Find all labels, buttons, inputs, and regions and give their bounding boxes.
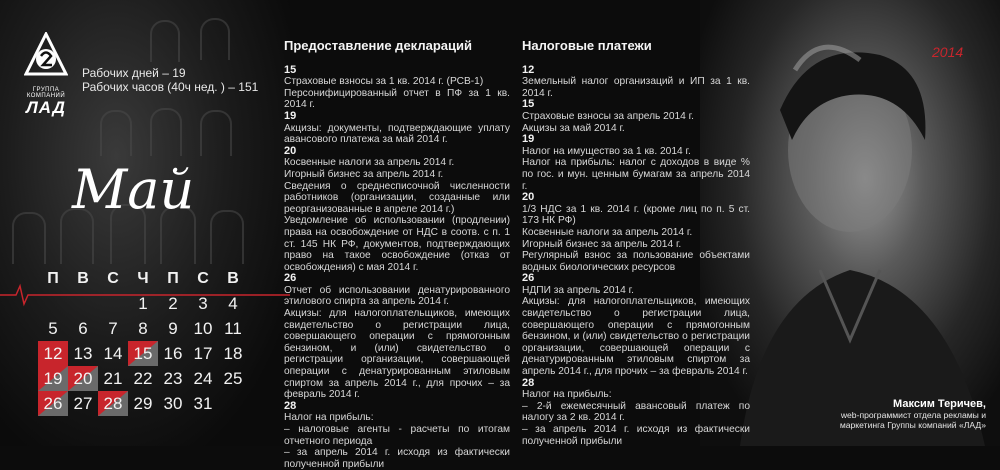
- calendar-day-number: 1: [138, 293, 148, 313]
- deadline-date: 26: [284, 272, 297, 285]
- deadline-date: 15: [522, 98, 535, 111]
- arch-decoration: [12, 212, 46, 264]
- calendar-week-row: [38, 366, 278, 391]
- calendar-day: [158, 316, 188, 341]
- deadline-item: – 2-й ежемесячный авансовый платеж по налогу за 2 кв. 2014 г.: [522, 400, 750, 424]
- calendar-day: [188, 291, 218, 316]
- deadline-item: Налог на прибыль:: [284, 412, 374, 424]
- payments-list: [522, 65, 750, 448]
- deadline-item: Акцизы: для налогоплательщиков, имеющих свидетельство о регистрации лица, совершающего операции с прямогонным бензином, и (или) свидетельство о регистрации организации, совершающей операции с денатурированным этиловым спиртом за апрель 2014 г., для прочих – за февраль 2014 г.: [522, 296, 750, 378]
- calendar-day-number: 4: [228, 293, 238, 313]
- calendar-day: [38, 316, 68, 341]
- declarations-title: Предоставление деклараций: [284, 38, 472, 53]
- calendar-day: [218, 366, 248, 391]
- deadline-date: 12: [522, 63, 535, 76]
- calendar-empty-cell: [68, 291, 98, 316]
- calendar-day-number: 28: [103, 393, 123, 413]
- logo-name: ЛАД: [26, 98, 66, 117]
- calendar-day: [128, 316, 158, 341]
- calendar-day: [98, 366, 128, 391]
- calendar-day: [128, 341, 158, 366]
- calendar-week-row: [38, 316, 278, 341]
- arch-decoration: [210, 210, 244, 264]
- calendar-day: [68, 391, 98, 416]
- deadline-item: Земельный налог организаций и ИП за 1 кв. 2014 г.: [522, 76, 750, 99]
- deadline-item: Косвенные налоги за апрель 2014 г.: [522, 226, 693, 238]
- calendar-day-number: 3: [198, 293, 208, 313]
- calendar-day-number: 5: [48, 318, 58, 338]
- deadline-item: Игорный бизнес за апрель 2014 г.: [522, 238, 682, 250]
- deadline-item: – за апрель 2014 г. исходя из фактически полученной прибыли: [284, 447, 510, 470]
- calendar-day: [158, 341, 188, 366]
- calendar-day-number: 13: [73, 343, 93, 363]
- calendar-day-number: 7: [108, 318, 118, 338]
- calendar-day-number: 29: [133, 393, 153, 413]
- calendar-day-number: 12: [43, 343, 63, 363]
- payments-title: Налоговые платежи: [522, 38, 652, 53]
- calendar-day-number: 16: [163, 343, 183, 363]
- calendar-day-number: 27: [73, 393, 93, 413]
- calendar-day: [128, 366, 158, 391]
- arch-decoration: [100, 110, 132, 156]
- calendar-day: [218, 291, 248, 316]
- calendar-day-number: 9: [168, 318, 178, 338]
- deadline-item: НДПИ за апрель 2014 г.: [522, 284, 634, 296]
- calendar-empty-cell: [218, 391, 248, 416]
- calendar-day-number: 10: [193, 318, 213, 338]
- calendar-day-number: 8: [138, 318, 148, 338]
- calendar-weekday: В: [227, 269, 239, 287]
- calendar-day-number: 21: [103, 368, 123, 388]
- calendar-day: [38, 341, 68, 366]
- calendar-weekday: П: [167, 269, 179, 287]
- arch-decoration: [200, 110, 232, 156]
- arch-decoration: [150, 108, 182, 156]
- calendar-day: [158, 291, 188, 316]
- deadline-item: Акцизы за май 2014 г.: [522, 122, 625, 134]
- calendar-day: [38, 366, 68, 391]
- caption-name: Максим Теричев,: [893, 398, 986, 410]
- arch-decoration: [200, 18, 230, 60]
- calendar-day: [188, 341, 218, 366]
- payments-column: [522, 40, 750, 447]
- deadline-date: 19: [284, 109, 297, 122]
- calendar-empty-cell: [38, 291, 68, 316]
- calendar-day-number: 22: [133, 368, 153, 388]
- calendar-day: [98, 316, 128, 341]
- calendar-day-number: 30: [163, 393, 183, 413]
- work-hours: Рабочих часов (40ч нед. ) – 151: [82, 80, 259, 94]
- calendar-day: [188, 316, 218, 341]
- calendar-day-number: 6: [78, 318, 88, 338]
- deadline-item: Акцизы: для налогоплательщиков, имеющих свидетельство о регистрации лица, совершающего операции с прямогонным бензином, и (или) свидетельство о регистрации организации, совершающей операции с денатурированным этиловым спиртом за апрель 2014 г., для прочих – за февраль 2014 г.: [284, 308, 510, 401]
- calendar-day-number: 14: [103, 343, 123, 363]
- calendar-day-number: 15: [133, 343, 153, 363]
- deadline-date: 20: [284, 144, 297, 157]
- calendar-weekday: С: [107, 269, 119, 287]
- deadline-date: 26: [522, 272, 535, 285]
- deadline-date: 28: [284, 399, 297, 412]
- calendar-day: [68, 341, 98, 366]
- calendar-day-number: 31: [193, 393, 213, 413]
- calendar-day: [68, 316, 98, 341]
- deadline-item: – за апрель 2014 г. исходя из фактически полученной прибыли: [522, 424, 750, 447]
- deadline-item: Игорный бизнес за апрель 2014 г.: [284, 168, 444, 180]
- deadline-date: 19: [522, 133, 535, 146]
- calendar-day-number: 20: [73, 368, 93, 388]
- calendar-grid: [38, 266, 278, 416]
- calendar-day: [158, 391, 188, 416]
- calendar-day: [68, 366, 98, 391]
- calendar-day-number: 23: [163, 368, 183, 388]
- deadline-item: Страховые взносы за 1 кв. 2014 г. (РСВ-1): [284, 76, 484, 88]
- calendar-day: [218, 341, 248, 366]
- calendar-day-number: 18: [223, 343, 243, 363]
- calendar-week-row: [38, 341, 278, 366]
- calendar-day: [98, 391, 128, 416]
- logo-group-label: ГРУППА КОМПАНИЙ: [26, 87, 66, 99]
- calendar-day: [188, 391, 218, 416]
- deadline-item: Налог на имущество за 1 кв. 2014 г.: [522, 145, 691, 157]
- deadline-item: Отчет об использовании денатурированного этилового спирта за апрель 2014 г.: [284, 284, 510, 308]
- deadline-item: 1/3 НДС за 1 кв. 2014 г. (кроме лиц по п. 5 ст. 173 НК РФ): [522, 203, 750, 227]
- deadline-date: 15: [284, 63, 297, 76]
- calendar-day: [128, 391, 158, 416]
- calendar-weekday-row: [38, 266, 278, 291]
- deadline-item: Налог на прибыль:: [522, 389, 612, 401]
- year-label: 2014: [932, 44, 964, 60]
- calendar-day-number: 19: [43, 368, 63, 388]
- company-logo: [16, 32, 76, 116]
- deadline-date: 20: [522, 191, 535, 204]
- calendar-day: [188, 366, 218, 391]
- calendar-day-number: 24: [193, 368, 213, 388]
- declarations-list: [284, 65, 510, 470]
- caption-role-line: маркетинга Группы компаний «ЛАД»: [839, 420, 986, 430]
- calendar-day-number: 25: [223, 368, 243, 388]
- calendar-day: [158, 366, 188, 391]
- deadline-item: Регулярный взнос за пользование объектами водных биологических ресурсов: [522, 250, 750, 273]
- deadline-item: Персонифицированный отчет в ПФ за 1 кв. 2014 г.: [284, 87, 510, 111]
- calendar-weekday: П: [47, 269, 59, 287]
- calendar-day: [98, 341, 128, 366]
- calendar-day-number: 17: [193, 343, 213, 363]
- calendar-empty-cell: [98, 291, 128, 316]
- deadline-item: – налоговые агенты - расчеты по итогам отчетного периода: [284, 424, 510, 447]
- deadline-date: 28: [522, 376, 535, 389]
- calendar-day: [128, 291, 158, 316]
- calendar-day-number: 11: [224, 318, 242, 338]
- declarations-column: [284, 40, 510, 470]
- calendar-day: [218, 316, 248, 341]
- deadline-item: Косвенные налоги за апрель 2014 г.: [284, 157, 455, 169]
- calendar-day-number: 26: [43, 393, 63, 413]
- deadline-item: Акцизы: документы, подтверждающие уплату авансового платежа за май 2014 г.: [284, 122, 510, 146]
- month-title: Май: [72, 158, 195, 221]
- photo-caption: [840, 398, 986, 430]
- calendar-day: [38, 391, 68, 416]
- calendar-weekday: Ч: [137, 269, 149, 287]
- calendar-weekday: В: [77, 269, 89, 287]
- calendar-week-row: [38, 391, 278, 416]
- calendar-day-number: 2: [168, 293, 178, 313]
- deadline-item: Уведомление об использовании (продлении) права на освобождение от НДС в соотв. с п. 1 ст. 145 НК РФ, документов, подтверждающих право на такое освобождение (отказ от освобождения) с мая 2014 г.: [284, 215, 510, 273]
- work-days: Рабочих дней – 19: [82, 66, 186, 80]
- deadline-item: Сведения о среднесписочной численности работников (организации, созданные или реорганизованные в апреле 2014 г.): [284, 180, 510, 215]
- caption-role-line: web-программист отдела рекламы и: [840, 410, 986, 420]
- calendar-weekday: С: [197, 269, 209, 287]
- arch-decoration: [150, 20, 180, 62]
- work-stats: [82, 66, 258, 94]
- deadline-item: Налог на прибыль: налог с доходов в виде % по гос. и мун. ценным бумагам за апрель 2014 г.: [522, 157, 750, 192]
- deadline-item: Страховые взносы за апрель 2014 г.: [522, 110, 694, 122]
- calendar-week-row: [38, 291, 278, 316]
- lad-logo-icon: [24, 32, 68, 80]
